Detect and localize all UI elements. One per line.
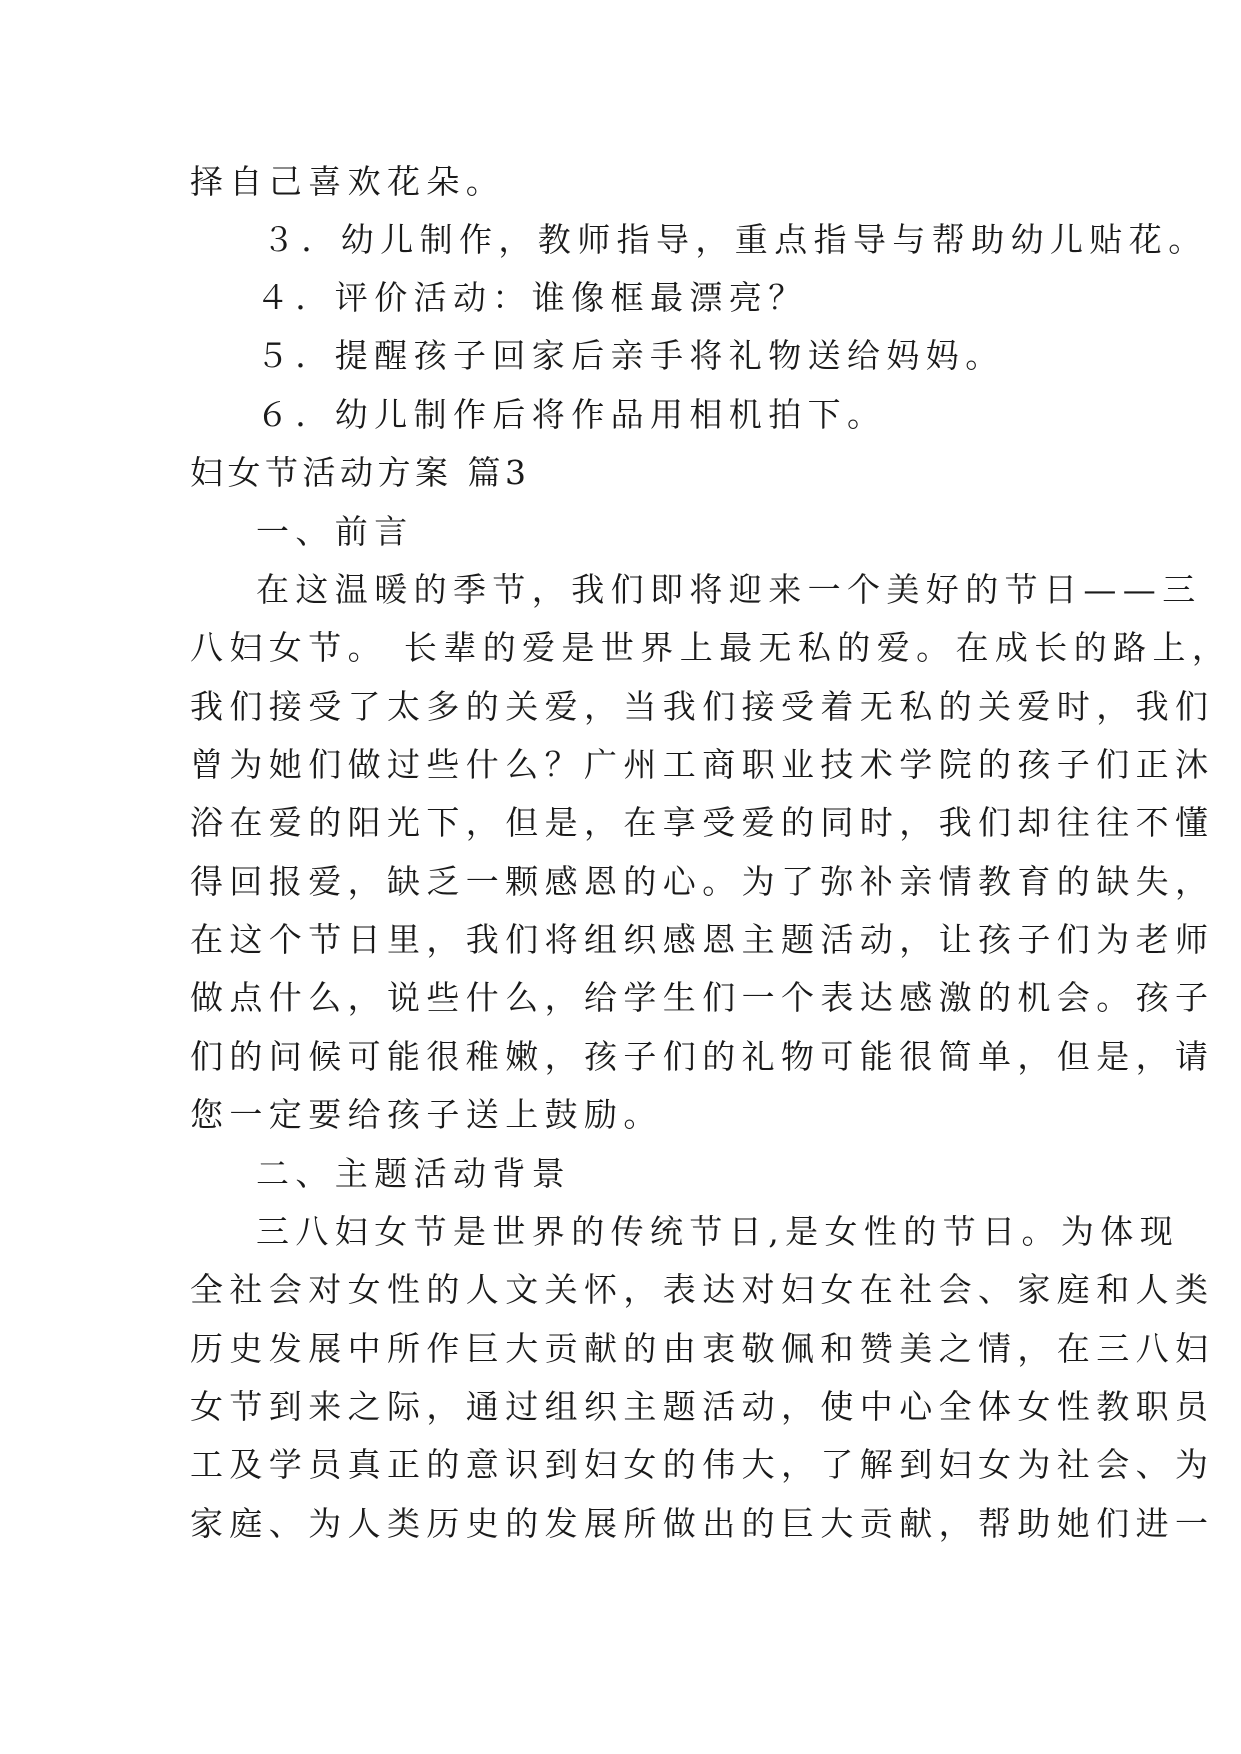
subheading-preface: 一、前言	[256, 512, 414, 551]
paragraph-line: 得回报爱，缺乏一颗感恩的心。为了弥补亲情教育的缺失，	[190, 862, 1215, 901]
section-heading: 妇女节活动方案 篇3	[190, 453, 531, 492]
list-item-4: ４．评价活动：谁像框最漂亮？	[256, 278, 808, 317]
paragraph-line: 女节到来之际，通过组织主题活动，使中心全体女性教职员	[190, 1387, 1215, 1426]
paragraph-line: 在这个节日里，我们将组织感恩主题活动，让孩子们为老师	[190, 920, 1215, 959]
paragraph-line: 曾为她们做过些什么？广州工商职业技术学院的孩子们正沐	[190, 745, 1215, 784]
paragraph-line: 历史发展中所作巨大贡献的由衷敬佩和赞美之情，在三八妇	[190, 1329, 1215, 1368]
paragraph-line: 三八妇女节是世界的传统节日,是女性的节日。为体现	[256, 1212, 1180, 1251]
paragraph-line: 工及学员真正的意识到妇女的伟大，了解到妇女为社会、为	[190, 1445, 1215, 1484]
text-line: 择自己喜欢花朵。	[190, 162, 506, 201]
list-item-3: ３．幼儿制作，教师指导，重点指导与帮助幼儿贴花。	[262, 220, 1208, 259]
list-item-5: ５．提醒孩子回家后亲手将礼物送给妈妈。	[256, 336, 1005, 375]
paragraph-line: 家庭、为人类历史的发展所做出的巨大贡献，帮助她们进一	[190, 1504, 1215, 1543]
list-item-6: ６．幼儿制作后将作品用相机拍下。	[256, 395, 887, 434]
paragraph-line: 们的问候可能很稚嫩，孩子们的礼物可能很简单，但是，请	[190, 1037, 1215, 1076]
paragraph-line: 八妇女节。 长辈的爱是世界上最无私的爱。在成长的路上，	[190, 628, 1232, 667]
paragraph-line: 在这温暖的季节，我们即将迎来一个美好的节日——三	[256, 570, 1202, 609]
paragraph-line: 做点什么，说些什么，给学生们一个表达感激的机会。孩子	[190, 978, 1215, 1017]
paragraph-line: 浴在爱的阳光下，但是，在享受爱的同时，我们却往往不懂	[190, 803, 1215, 842]
subheading-background: 二、主题活动背景	[256, 1154, 572, 1193]
paragraph-line: 您一定要给孩子送上鼓励。	[190, 1095, 663, 1134]
paragraph-line: 全社会对女性的人文关怀，表达对妇女在社会、家庭和人类	[190, 1270, 1215, 1309]
paragraph-line: 我们接受了太多的关爱，当我们接受着无私的关爱时，我们	[190, 687, 1215, 726]
